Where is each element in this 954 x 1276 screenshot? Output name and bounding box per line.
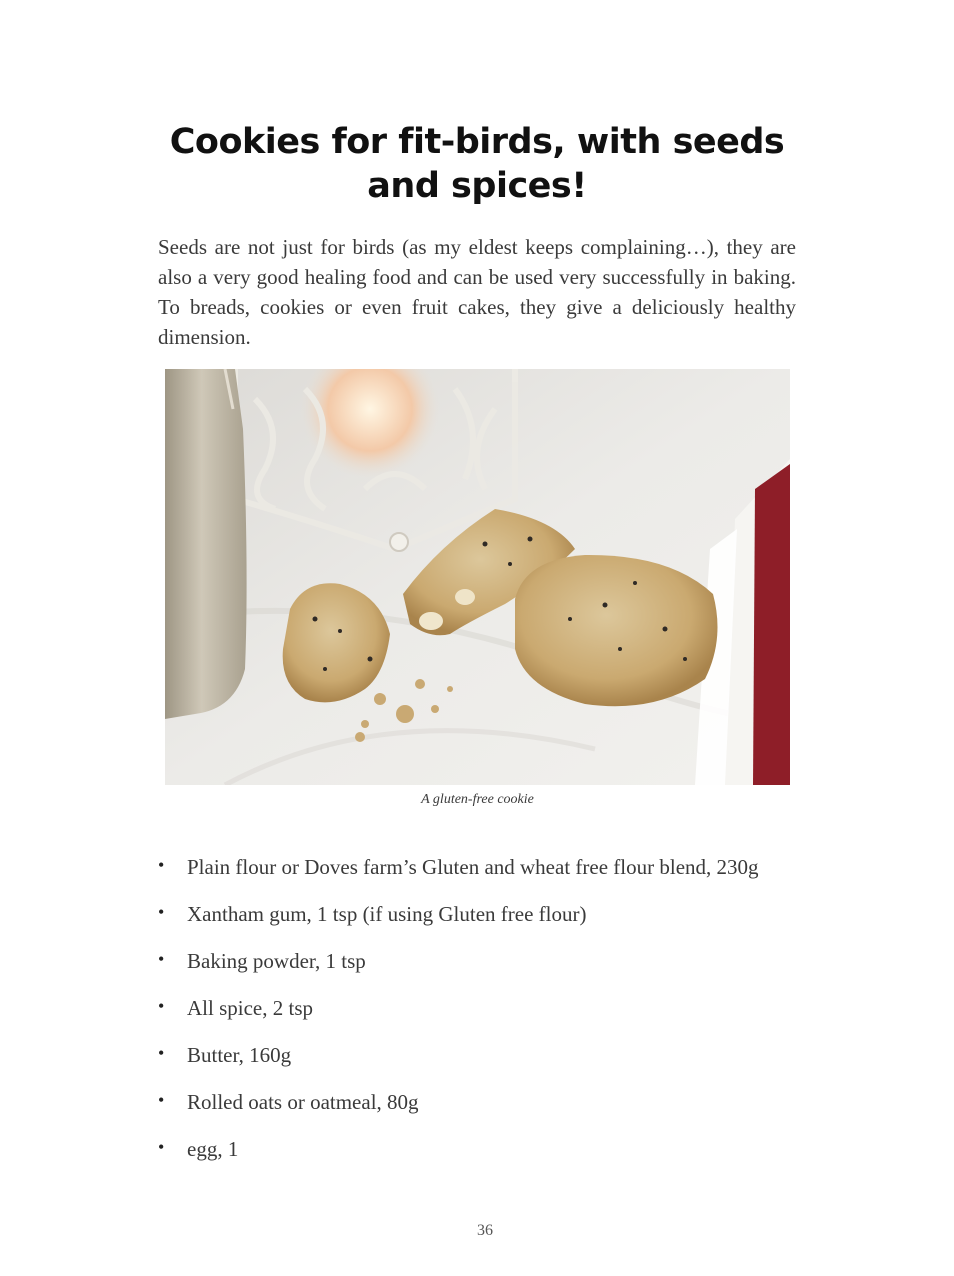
ingredient-text: egg, 1 bbox=[187, 1137, 239, 1161]
bullet-marker: • bbox=[158, 902, 165, 922]
page-title: Cookies for fit-birds, with seeds and spices! bbox=[169, 122, 785, 206]
intro-paragraph: Seeds are not just for birds (as my eldest keeps complaining…), they are also a very good healing food and can be used very successfully in baking. To breads, cookies or even fruit cakes, they give a deliciously healthy dimension. bbox=[158, 235, 796, 349]
ingredient-item bbox=[158, 899, 796, 929]
bullet-marker: • bbox=[158, 996, 165, 1016]
ingredient-item bbox=[158, 852, 796, 882]
bullet-marker: • bbox=[158, 855, 165, 875]
ingredient-item bbox=[158, 993, 796, 1023]
ingredient-text: Butter, 160g bbox=[187, 1043, 292, 1067]
ingredient-item bbox=[158, 1134, 796, 1164]
ingredient-item bbox=[158, 1040, 796, 1070]
ingredient-item bbox=[158, 1087, 796, 1117]
bullet-marker: • bbox=[158, 1137, 165, 1157]
cookie-photo-illustration bbox=[165, 369, 790, 785]
cookie-photo bbox=[165, 369, 790, 785]
photo-caption: A gluten-free cookie bbox=[421, 792, 534, 807]
bullet-marker: • bbox=[158, 1043, 165, 1063]
ingredient-item bbox=[158, 946, 796, 976]
bullet-marker: • bbox=[158, 1090, 165, 1110]
bullet-marker: • bbox=[158, 949, 165, 969]
ingredient-text: Xantham gum, 1 tsp (if using Gluten free flour) bbox=[187, 902, 587, 926]
ingredient-text: Plain flour or Doves farm’s Gluten and wheat free flour blend, 230g bbox=[187, 855, 759, 879]
ingredient-text: All spice, 2 tsp bbox=[187, 996, 313, 1020]
ingredients-list bbox=[158, 852, 796, 1181]
ingredient-text: Rolled oats or oatmeal, 80g bbox=[187, 1090, 419, 1114]
page-number: 36 bbox=[477, 1222, 493, 1239]
ingredient-text: Baking powder, 1 tsp bbox=[187, 949, 366, 973]
